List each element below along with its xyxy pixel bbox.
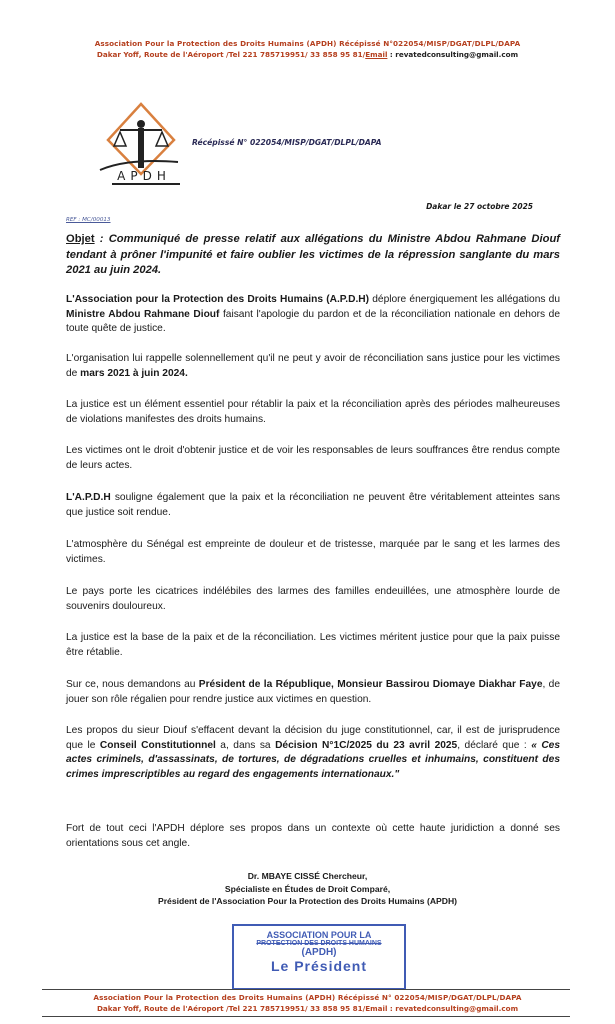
paragraph-6: L'atmosphère du Sénégal est empreinte de douleur et de tristesse, marquée par le sang et les larmes des victimes. <box>66 539 560 565</box>
stamp-line-3: (APDH) <box>301 947 337 958</box>
paragraph-7: Le pays porte les cicatrices indélébiles des larmes des familles endeuillées, une atmosphère lourde de souvenirs douloureux. <box>66 586 560 612</box>
paragraph-10 <box>66 724 560 782</box>
signatory-title-2: Président de l'Association Pour la Protection des Droits Humains (APDH) <box>157 896 458 906</box>
subject-text: : Communiqué de presse relatif aux allégations du Ministre Abdou Rahmane Diouf tendant à prôner l'impunité et faire oublier les victimes de la répression sanglante du mars 2021 au juin 2024. <box>66 233 560 276</box>
logo-acronym: APDH <box>117 169 171 183</box>
stamp-line-4: Le Président <box>270 958 368 974</box>
p1-text: déplore énergiquement les allégations du <box>369 294 560 305</box>
p5-text: souligne également que la paix et la réconciliation ne peuvent être véritablement atteintes sans que justice soit rendue. <box>66 492 560 518</box>
header-email-label: Email <box>365 50 388 59</box>
p9-text-end: , de jouer son rôle régalien pour rendre justice aux victimes en question. <box>66 679 560 705</box>
p10-text-2: a, dans sa <box>215 739 276 751</box>
signatory-title-1: Spécialiste en Études de Droit Comparé, <box>224 883 391 894</box>
subject-label: Objet <box>66 233 95 245</box>
stamp-line-1: ASSOCIATION POUR LA <box>266 930 372 940</box>
p2-text: L'organisation lui rappelle solennellement qu'il ne peut y avoir de réconciliation sans justice pour les victimes de <box>66 353 560 379</box>
p5-org: L'A.P.D.H <box>66 492 111 503</box>
p1-text-end: faisant l'apologie du pardon et de la réconciliation nationale en dehors de toute quête de justice. <box>66 308 560 334</box>
p9-text: Sur ce, nous demandons au <box>66 679 199 690</box>
p2-period: mars 2021 à juin 2024. <box>80 367 188 379</box>
p1-org-name: L'Association pour la Protection des Droits Humains (A.P.D.H) <box>66 294 370 305</box>
signatory-name: Dr. MBAYE CISSÉ Chercheur, <box>247 871 368 881</box>
letterhead-header <box>0 38 615 60</box>
p10-quote: « Ces actes criminels, d'assassinats, de tortures, de dégradations cruelles et inhumains, constituent des crimes imprescriptibles au regard des engagements internationaux." <box>66 739 561 780</box>
p10-text: Les propos du sieur Diouf s'effacent devant la décision du juge constitutionnel, car, il est de jurisprudence que le <box>66 725 560 751</box>
official-stamp <box>232 924 406 990</box>
apdh-logo <box>98 100 184 190</box>
reference-number: REF : MC/00013 <box>66 217 111 223</box>
p1-minister: Ministre Abdou Rahmane Diouf <box>66 308 220 320</box>
paragraph-1 <box>66 293 560 337</box>
scales-of-justice-icon <box>98 100 184 190</box>
paragraph-5 <box>66 491 560 520</box>
footer-divider-top <box>42 989 570 990</box>
recepisse-number: Récépissé N° 022054/MISP/DGAT/DLPL/DAPA <box>192 138 382 147</box>
letterhead-footer <box>0 992 615 1014</box>
footer-line-1: Association Pour la Protection des Droits Humains (APDH) Récépissé N° 022054/MISP/DGAT/DLPL/DAPA <box>93 993 522 1002</box>
p9-president: Président de la République, Monsieur Bassirou Diomaye Diakhar Faye <box>198 679 543 690</box>
header-line-1: Association Pour la Protection des Droits Humains (APDH) Récépissé N°022054/MISP/DGAT/DLPL/DAPA <box>94 39 521 48</box>
signature-block <box>0 870 615 908</box>
paragraph-9 <box>66 678 560 707</box>
paragraph-4: Les victimes ont le droit d'obtenir justice et de voir les responsables de leurs souffrances être rendus compte de leurs actes. <box>66 445 560 471</box>
p10-council: Conseil Constitutionnel <box>99 739 216 751</box>
header-address: Dakar Yoff, Route de l'Aéroport /Tel 221 785719951/ 33 858 95 81/ <box>96 50 366 59</box>
footer-line-2: Dakar Yoff, Route de l'Aéroport /Tel 221 785719951/ 33 858 95 81/Email : revatedconsulting@gmail.com <box>96 1004 519 1013</box>
paragraph-3: La justice est un élément essentiel pour rétablir la paix et la réconciliation après des périodes malheureuses de violations manifestes des droits humains. <box>66 399 560 425</box>
header-line-2 <box>0 49 615 60</box>
paragraph-2 <box>66 352 560 381</box>
stamp-line-2: PROTECTION DES DROITS HUMAINS <box>256 940 382 947</box>
paragraph-11: Fort de tout ceci l'APDH déplore ses propos dans un contexte où cette haute juridiction a donné ses orientations sous cet angle. <box>66 823 560 849</box>
p10-decision: Décision N°1C/2025 du 23 avril 2025 <box>275 739 458 751</box>
paragraph-8: La justice est la base de la paix et de la réconciliation. Les victimes méritent justice pour que la paix puisse être rétablie. <box>66 632 560 658</box>
subject-line <box>66 232 560 279</box>
letter-date: Dakar le 27 octobre 2025 <box>426 202 533 211</box>
header-email[interactable]: : revatedconsulting@gmail.com <box>387 50 519 59</box>
p10-text-3: , déclaré que : <box>457 739 532 751</box>
footer-divider-bottom <box>42 1016 570 1017</box>
